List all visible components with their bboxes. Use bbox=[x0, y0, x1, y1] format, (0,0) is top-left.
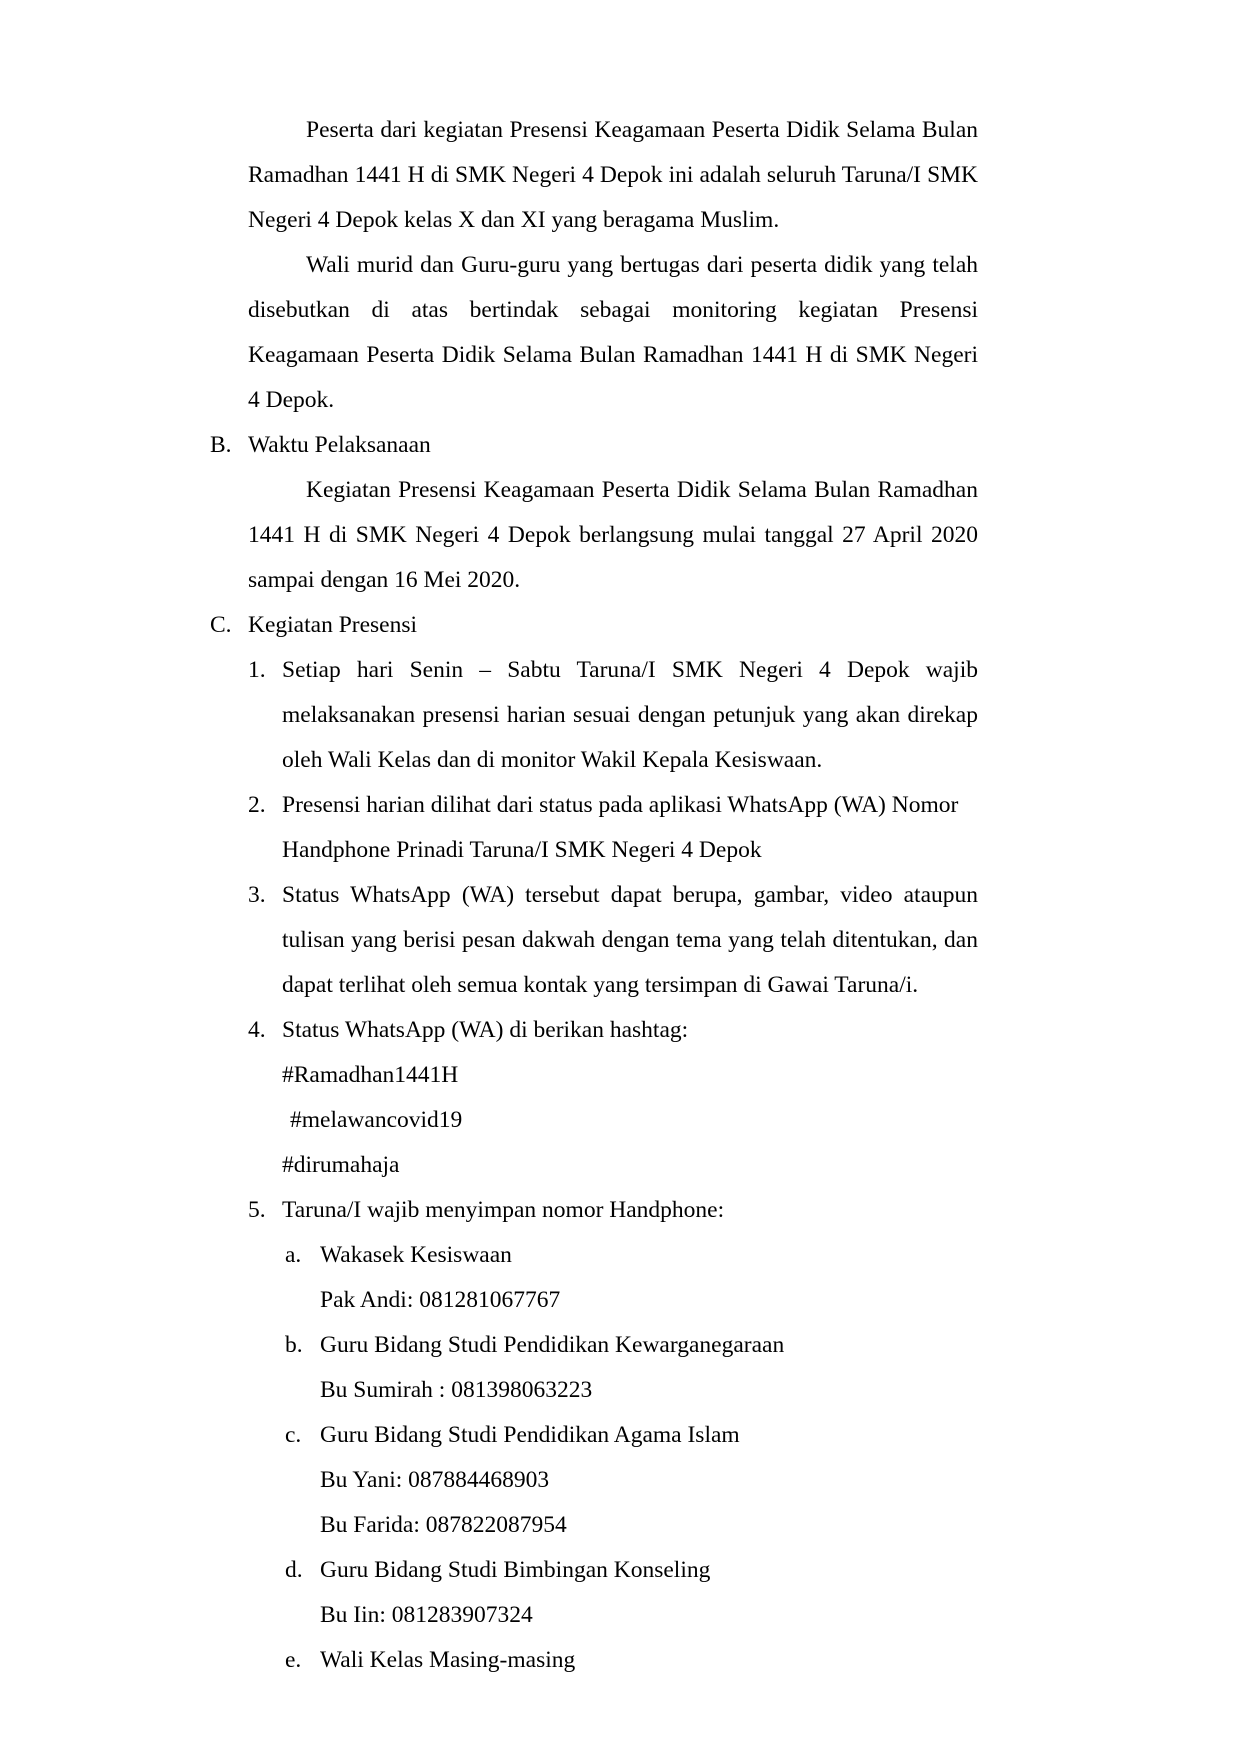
list-item-text bbox=[282, 1008, 978, 1188]
hashtag-ramadhan: #Ramadhan1441H bbox=[282, 1062, 459, 1088]
list-item-line: Status WhatsApp (WA) di berikan hashtag: bbox=[282, 1017, 689, 1043]
sub-list-item bbox=[210, 1548, 978, 1638]
sub-list-item bbox=[210, 1638, 978, 1683]
list-item bbox=[210, 1188, 978, 1233]
sub-list-item-title: Wakasek Kesiswaan bbox=[320, 1242, 512, 1268]
sub-list-item-marker: b. bbox=[285, 1332, 303, 1358]
list-item-marker: 3. bbox=[248, 882, 266, 908]
sub-list-item-title: Wali Kelas Masing-masing bbox=[320, 1647, 576, 1673]
list-item-text: Taruna/I wajib menyimpan nomor Handphone: bbox=[282, 1197, 725, 1223]
sub-list-item-marker: c. bbox=[285, 1422, 302, 1448]
contact-line: Pak Andi: 081281067767 bbox=[320, 1287, 561, 1313]
sub-list-item-title: Guru Bidang Studi Pendidikan Kewarganegaraan bbox=[320, 1332, 785, 1358]
list-item-marker: 5. bbox=[248, 1197, 266, 1223]
sub-list-item-text bbox=[320, 1323, 978, 1413]
list-item-marker: 4. bbox=[248, 1017, 266, 1043]
sub-list-item-marker: d. bbox=[285, 1557, 303, 1583]
list-item bbox=[210, 648, 978, 783]
sub-list-item-text bbox=[320, 1413, 978, 1548]
hashtag-dirumahaja: #dirumahaja bbox=[282, 1152, 400, 1178]
hashtag-melawancovid: #melawancovid19 bbox=[290, 1107, 463, 1133]
list-item bbox=[210, 873, 978, 1008]
list-item-text: Setiap hari Senin – Sabtu Taruna/I SMK Negeri 4 Depok wajib melaksanakan presensi harian sesuai dengan petunjuk yang akan direkap oleh Wali Kelas dan di monitor Wakil Kepala Kesiswaan. bbox=[282, 657, 978, 773]
section-b-heading bbox=[210, 423, 978, 468]
document-body bbox=[210, 108, 978, 1683]
section-b-marker: B. bbox=[210, 432, 232, 458]
sub-list-item bbox=[210, 1323, 978, 1413]
sub-list-item-text bbox=[320, 1638, 978, 1683]
paragraph-wali-murid: Wali murid dan Guru-guru yang bertugas dari peserta didik yang telah disebutkan di atas bertindak sebagai monitoring kegiatan Presensi Keagamaan Peserta Didik Selama Bulan Ramadhan 1441 H di SMK Negeri 4 Depok. bbox=[248, 252, 978, 413]
section-c-heading bbox=[210, 603, 978, 648]
sub-list-item bbox=[210, 1413, 978, 1548]
sub-list-item-title: Guru Bidang Studi Pendidikan Agama Islam bbox=[320, 1422, 740, 1448]
list-item-text bbox=[282, 783, 978, 873]
sub-list-item-text bbox=[320, 1548, 978, 1638]
list-item bbox=[210, 1008, 978, 1188]
list-item-marker: 2. bbox=[248, 792, 266, 818]
sub-list-item-marker: e. bbox=[285, 1647, 302, 1673]
contact-line: Bu Yani: 087884468903 bbox=[320, 1467, 550, 1493]
sub-list-item-marker: a. bbox=[285, 1242, 302, 1268]
list-item bbox=[210, 783, 978, 873]
list-item-line: Presensi harian dilihat dari status pada aplikasi WhatsApp (WA) Nomor bbox=[282, 792, 959, 818]
contact-line: Bu Iin: 081283907324 bbox=[320, 1602, 533, 1628]
sub-list-item-text bbox=[320, 1233, 978, 1323]
sub-list-item bbox=[210, 1233, 978, 1323]
sub-list-item-title: Guru Bidang Studi Bimbingan Konseling bbox=[320, 1557, 711, 1583]
contact-line: Bu Farida: 087822087954 bbox=[320, 1512, 567, 1538]
contact-line: Bu Sumirah : 081398063223 bbox=[320, 1377, 593, 1403]
paragraph-peserta: Peserta dari kegiatan Presensi Keagamaan Peserta Didik Selama Bulan Ramadhan 1441 H di SMK Negeri 4 Depok ini adalah seluruh Taruna/I SMK Negeri 4 Depok kelas X dan XI yang beragama Muslim. bbox=[248, 117, 978, 233]
section-b-title: Waktu Pelaksanaan bbox=[248, 432, 431, 458]
section-c-marker: C. bbox=[210, 612, 232, 638]
paragraph-waktu-pelaksanaan: Kegiatan Presensi Keagamaan Peserta Didik Selama Bulan Ramadhan 1441 H di SMK Negeri 4 Depok berlangsung mulai tanggal 27 April 2020 sampai dengan 16 Mei 2020. bbox=[248, 477, 978, 593]
list-item-marker: 1. bbox=[248, 657, 266, 683]
list-item-text: Status WhatsApp (WA) tersebut dapat berupa, gambar, video ataupun tulisan yang berisi pesan dakwah dengan tema yang telah ditentukan, dan dapat terlihat oleh semua kontak yang tersimpan di Gawai Taruna/i. bbox=[282, 882, 978, 998]
section-c-title: Kegiatan Presensi bbox=[248, 612, 418, 638]
list-item-line: Handphone Prinadi Taruna/I SMK Negeri 4 Depok bbox=[282, 837, 762, 863]
